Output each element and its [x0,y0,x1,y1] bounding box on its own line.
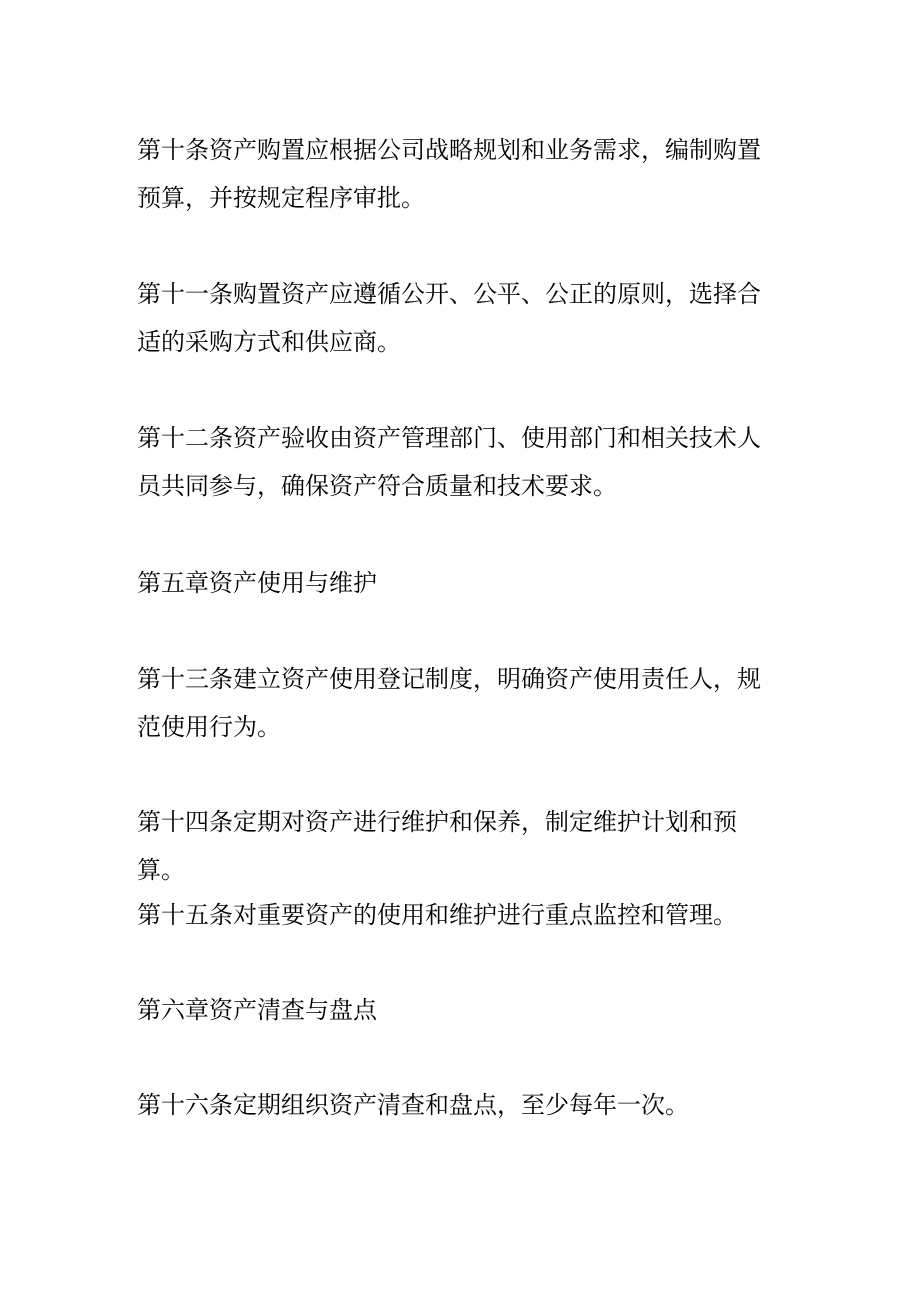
chapter-6-heading: 第六章资产清查与盘点 [137,996,377,1024]
article-10: 第十条资产购置应根据公司战略规划和业务需求，编制购置预算，并按规定程序审批。 [137,136,761,212]
article-16: 第十六条定期组织资产清查和盘点，至少每年一次。 [137,1091,689,1119]
article-14: 第十四条定期对资产进行维护和保养，制定维护计划和预算。 [137,808,737,884]
article-12: 第十二条资产验收由资产管理部门、使用部门和相关技术人员共同参与，确保资产符合质量和技术要求。 [137,424,761,500]
article-11: 第十一条购置资产应遵循公开、公平、公正的原则，选择合适的采购方式和供应商。 [137,280,761,356]
chapter-5-heading: 第五章资产使用与维护 [137,569,377,597]
article-15: 第十五条对重要资产的使用和维护进行重点监控和管理。 [137,901,737,929]
article-13: 第十三条建立资产使用登记制度，明确资产使用责任人，规范使用行为。 [137,665,761,741]
